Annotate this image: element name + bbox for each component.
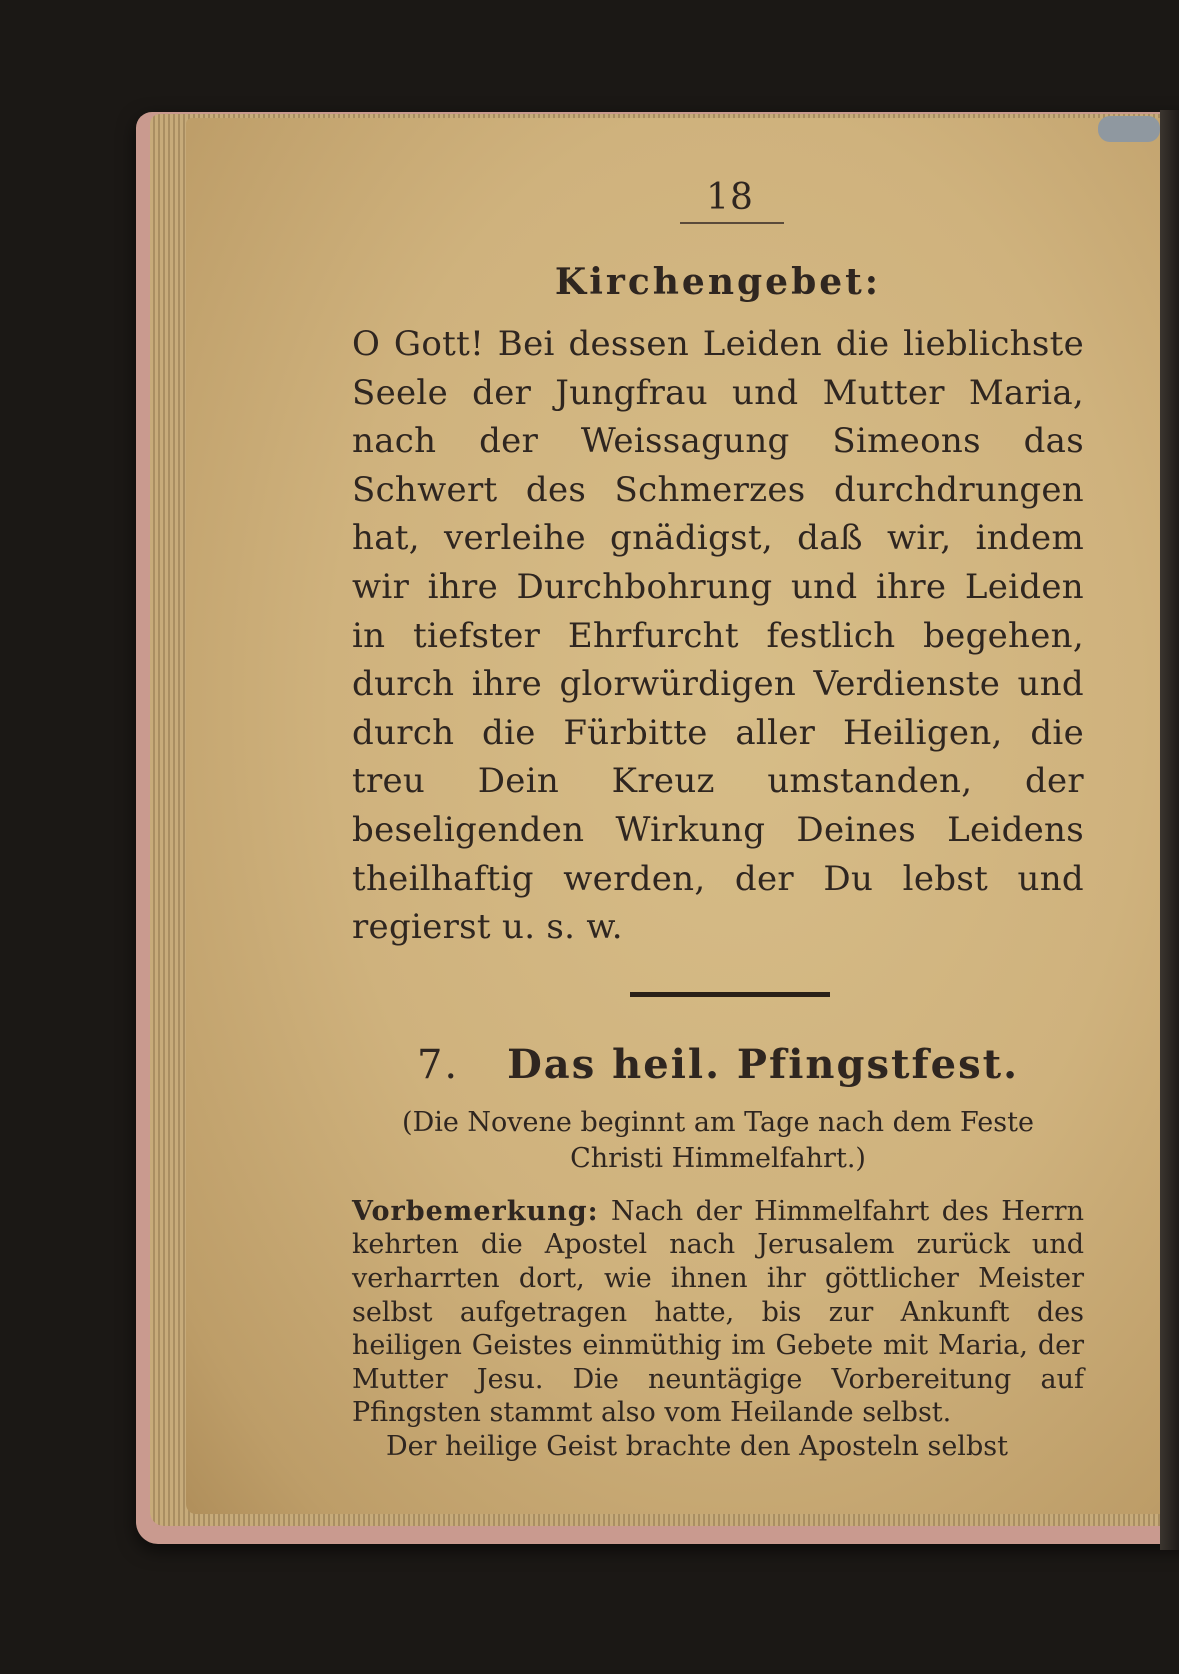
preliminary-paragraph — [352, 1195, 1084, 1430]
prayer-paragraph: O Gott! Bei dessen Leiden die lieblichste Seele der Jungfrau und Mutter Maria, nach der Weissagung Simeons das Schwert des Schmerzes durchdrungen hat, verleihe gnädigst, daß wir, indem wir ihre Durchbohrung und ihre Leiden in tiefster Ehrfurcht festlich begehen, durch ihre glorwürdigen Verdienste und durch die Fürbitte aller Heiligen, die treu Dein Kreuz umstanden, der beseligenden Wirkung Deines Leidens theilhaftig werden, der Du lebst und regierst u. s. w. — [352, 324, 1084, 948]
binding-thread — [1098, 116, 1160, 142]
page-text — [352, 176, 1084, 1463]
section-title: Kirchengebet: — [554, 261, 882, 303]
book-spine — [1160, 110, 1179, 1550]
chapter-heading — [352, 1039, 1084, 1091]
continuation-line: Der heilige Geist brachte den Aposteln selbst — [386, 1430, 1008, 1462]
preliminary-text: Nach der Himmelfahrt des Herrn kehrten die Apostel nach Jerusalem zurück und verharrten dort, wie ihnen ihr göttlicher Meister selbst aufgetragen hatte, bis zur Ankunft des heiligen Geistes einmüthig im Gebete mit Maria, der Mutter Jesu. Die neuntägige Vorbereitung auf Pfingsten stammt also vom Heilande selbst. — [352, 1195, 1084, 1429]
novena-note: (Die Novene beginnt am Tage nach dem Feste Christi Himmelfahrt.) — [402, 1106, 1034, 1174]
preliminary-label: Vorbemerkung: — [352, 1195, 599, 1227]
chapter-number: 7. — [416, 1041, 460, 1088]
page-number: 18 — [706, 177, 754, 218]
page-number-rule — [680, 222, 784, 224]
chapter-title: Das heil. Pfingstfest. — [507, 1040, 1020, 1088]
section-divider — [630, 992, 830, 997]
